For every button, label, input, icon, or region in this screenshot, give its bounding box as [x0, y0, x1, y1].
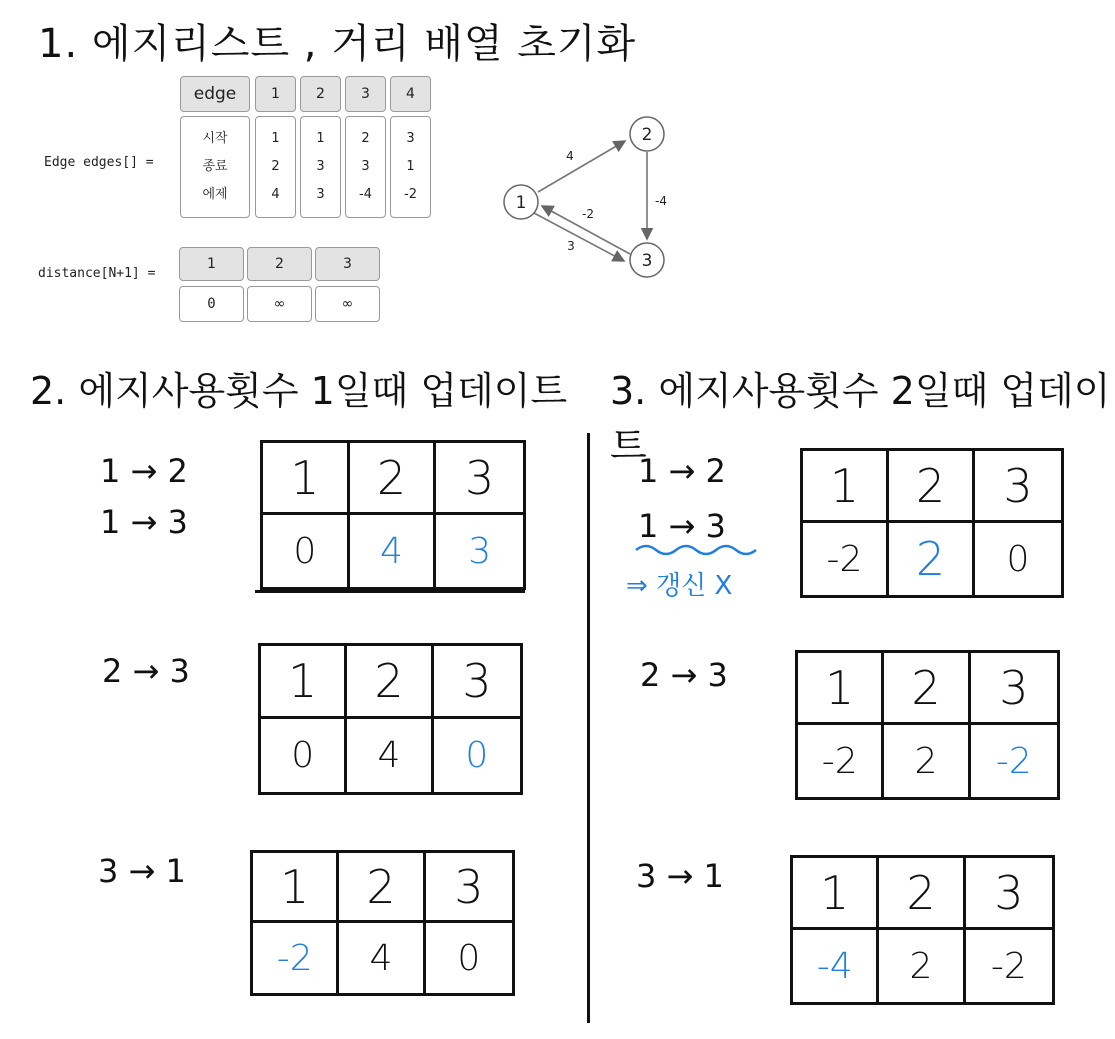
row-label-start: 시작: [202, 131, 228, 146]
grid-header-cell: 1: [263, 443, 350, 515]
grid-value-cell: 2: [879, 930, 965, 1002]
edge-value: 2: [271, 159, 280, 174]
distance-grid-s2-2: [258, 643, 523, 795]
grid-header-cell: 3: [434, 646, 520, 719]
section3-title: 3. 에지사용횟수 2일때 업데이트: [610, 369, 1111, 468]
edge-header-cell: edge: [180, 76, 250, 112]
step-edge-label: 3 → 1: [98, 852, 186, 890]
grid-header-cell: 2: [884, 653, 970, 725]
grid-header-cell: 1: [253, 853, 339, 923]
edge-value: 3: [406, 131, 415, 146]
grid-value-cell: 2: [889, 523, 975, 595]
grid-header-cell: 1: [261, 646, 347, 719]
edge-value: 2: [361, 131, 370, 146]
grid-header-cell: 2: [879, 858, 965, 930]
grid-value-cell: -2: [803, 523, 889, 595]
grid-header-cell: 3: [971, 653, 1057, 725]
grid-value-cell: 2: [884, 725, 970, 797]
step-edge-label: 1 → 2: [100, 452, 188, 490]
grid-header-cell: 1: [793, 858, 879, 930]
graph-edge-weight: -4: [655, 194, 667, 208]
grid-value-cell: -4: [793, 930, 879, 1002]
wavy-underline: [632, 540, 762, 560]
distance-value-cell: ∞: [247, 286, 312, 322]
edge-value: -4: [359, 187, 372, 202]
graph-diagram: [490, 105, 690, 295]
no-update-note: ⇒ 갱신 X: [626, 571, 733, 601]
distance-value-cell: 0: [179, 286, 244, 322]
edge-value: 3: [316, 187, 325, 202]
edge-column-4: [390, 116, 431, 218]
grid-header-cell: 3: [436, 443, 523, 515]
graph-node-label: 3: [641, 251, 653, 271]
distance-grid-s3-2: [795, 650, 1060, 800]
section-divider: [587, 433, 590, 1023]
graph-edge-weight: -2: [582, 207, 594, 221]
edge-column-1: [255, 116, 296, 218]
grid-header-cell: 2: [347, 646, 433, 719]
distance-grid-s3-3: [790, 855, 1055, 1005]
grid-value-cell: 0: [465, 735, 489, 776]
graph-edge-weight: 4: [566, 149, 574, 163]
step-edge-label: 3 → 1: [636, 857, 724, 895]
grid-value-cell: -2: [253, 923, 339, 993]
step-edge-label: 1 → 3: [100, 503, 188, 541]
edge-value: 1: [406, 159, 415, 174]
grid-header-cell: 3: [966, 858, 1052, 930]
page-title: 1. 에지리스트 , 거리 배열 초기화: [38, 21, 637, 67]
graph-node-label: 1: [515, 193, 527, 213]
step-edge-label: 1 → 3: [638, 507, 726, 545]
edge-row-labels: [180, 116, 250, 218]
graph-edge-weight: 3: [567, 239, 575, 253]
edge-header-cell: 2: [300, 76, 341, 112]
grid-value-cell: 4: [347, 719, 433, 792]
distance-header-cell: 2: [247, 247, 312, 281]
edge-header-cell: 3: [345, 76, 386, 112]
edge-value: 1: [316, 131, 325, 146]
row-label-weight: 에제: [202, 187, 228, 202]
edge-value: 1: [271, 131, 280, 146]
distance-grid-s3-1: [800, 448, 1064, 598]
step-edge-label: 2 → 3: [102, 652, 190, 690]
distance-table-label: distance[N+1] =: [38, 266, 156, 281]
grid-header-cell: 2: [350, 443, 437, 515]
grid-value-cell: -2: [990, 945, 1027, 987]
grid-value-cell: 0: [457, 937, 481, 979]
grid-value-cell: 0: [1006, 538, 1030, 580]
row-label-end: 종료: [202, 159, 228, 174]
grid-underline: [255, 590, 525, 593]
distance-value-cell: ∞: [315, 286, 380, 322]
grid-value-cell: 0: [261, 719, 347, 792]
edge-column-3: [345, 116, 386, 218]
edge-table-label: Edge edges[] =: [44, 155, 154, 170]
graph-edge-1-2: [538, 141, 625, 192]
step-edge-label: 1 → 2: [638, 452, 726, 490]
edge-value: 3: [316, 159, 325, 174]
edge-header-cell: 4: [390, 76, 431, 112]
edge-header-cell: 1: [255, 76, 296, 112]
edge-column-2: [300, 116, 341, 218]
section2-title: 2. 에지사용횟수 1일때 업데이트: [30, 369, 568, 413]
grid-value-cell: 0: [263, 515, 350, 587]
grid-value-cell: -2: [995, 740, 1032, 782]
grid-value-cell: 3: [468, 530, 492, 572]
graph-edge-1-3: [534, 213, 624, 261]
grid-value-cell: 4: [350, 515, 437, 587]
edge-value: 4: [271, 187, 280, 202]
distance-header-cell: 1: [179, 247, 244, 281]
grid-header-cell: 1: [798, 653, 884, 725]
edge-value: 3: [361, 159, 370, 174]
distance-header-cell: 3: [315, 247, 380, 281]
grid-header-cell: 3: [975, 451, 1061, 523]
grid-value-cell: 4: [339, 923, 425, 993]
step-edge-label: 2 → 3: [640, 656, 728, 694]
grid-header-cell: 2: [889, 451, 975, 523]
distance-grid-s2-3: [250, 850, 515, 996]
grid-value-cell: -2: [798, 725, 884, 797]
grid-header-cell: 2: [339, 853, 425, 923]
grid-header-cell: 3: [426, 853, 512, 923]
edge-value: -2: [404, 187, 417, 202]
graph-node-label: 2: [641, 125, 653, 145]
distance-grid-s2-1: [260, 440, 526, 590]
grid-header-cell: 1: [803, 451, 889, 523]
